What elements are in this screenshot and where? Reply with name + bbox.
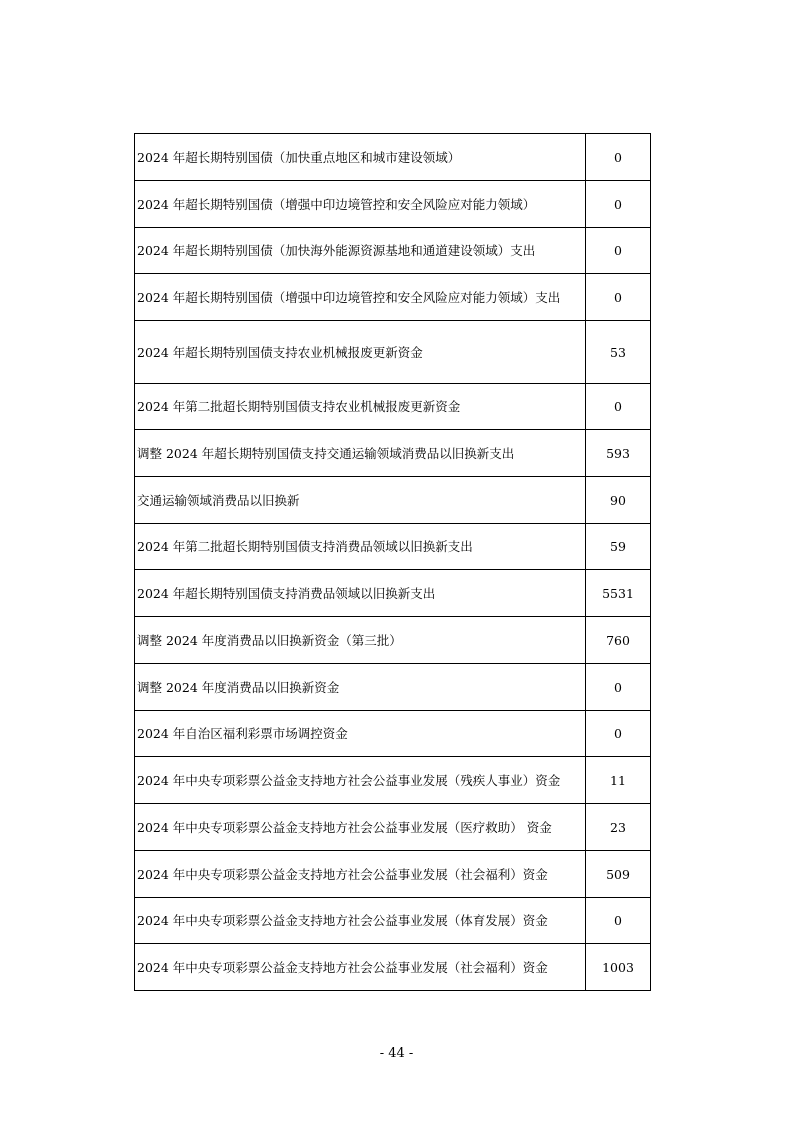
item-name-cell: 2024 年中央专项彩票公益金支持地方社会公益事业发展（残疾人事业）资金 (135, 757, 586, 804)
item-value-cell: 1003 (586, 944, 651, 991)
item-value-cell: 53 (586, 321, 651, 384)
table-row (135, 711, 651, 757)
item-value-cell: 0 (586, 711, 651, 757)
item-value-cell: 0 (586, 228, 651, 274)
table-row (135, 804, 651, 851)
item-value-cell: 760 (586, 617, 651, 664)
item-value-cell: 11 (586, 757, 651, 804)
item-name-cell: 调整 2024 年度消费品以旧换新资金 (135, 664, 586, 711)
table-row (135, 430, 651, 477)
table-row (135, 274, 651, 321)
item-name-cell: 2024 年超长期特别国债（增强中印边境管控和安全风险应对能力领域）支出 (135, 274, 586, 321)
item-name-cell: 2024 年超长期特别国债支持农业机械报废更新资金 (135, 321, 586, 384)
item-value-cell: 0 (586, 664, 651, 711)
table-row (135, 181, 651, 228)
table-row (135, 944, 651, 991)
item-name-cell: 交通运输领域消费品以旧换新 (135, 477, 586, 524)
page-number: - 44 - (379, 1046, 414, 1061)
budget-table-body (135, 134, 651, 991)
table-row (135, 664, 651, 711)
item-value-cell: 59 (586, 524, 651, 570)
table-row (135, 321, 651, 384)
item-name-cell: 2024 年中央专项彩票公益金支持地方社会公益事业发展（体育发展）资金 (135, 898, 586, 944)
item-value-cell: 0 (586, 274, 651, 321)
table-row (135, 477, 651, 524)
item-name-cell: 2024 年中央专项彩票公益金支持地方社会公益事业发展（医疗救助） 资金 (135, 804, 586, 851)
item-value-cell: 23 (586, 804, 651, 851)
item-value-cell: 593 (586, 430, 651, 477)
table-row (135, 898, 651, 944)
item-name-cell: 2024 年中央专项彩票公益金支持地方社会公益事业发展（社会福利）资金 (135, 851, 586, 898)
table-row (135, 524, 651, 570)
table-row (135, 228, 651, 274)
item-name-cell: 2024 年第二批超长期特别国债支持消费品领域以旧换新支出 (135, 524, 586, 570)
item-name-cell: 2024 年超长期特别国债（加快海外能源资源基地和通道建设领域）支出 (135, 228, 586, 274)
item-value-cell: 0 (586, 384, 651, 430)
item-name-cell: 2024 年自治区福利彩票市场调控资金 (135, 711, 586, 757)
item-value-cell: 90 (586, 477, 651, 524)
table-row (135, 851, 651, 898)
table-row (135, 757, 651, 804)
item-name-cell: 调整 2024 年度消费品以旧换新资金（第三批） (135, 617, 586, 664)
item-value-cell: 0 (586, 181, 651, 228)
item-name-cell: 2024 年超长期特别国债支持消费品领域以旧换新支出 (135, 570, 586, 617)
item-value-cell: 0 (586, 898, 651, 944)
item-value-cell: 509 (586, 851, 651, 898)
item-name-cell: 2024 年超长期特别国债（加快重点地区和城市建设领域） (135, 134, 586, 181)
table-row (135, 570, 651, 617)
item-name-cell: 2024 年第二批超长期特别国债支持农业机械报废更新资金 (135, 384, 586, 430)
table-row (135, 134, 651, 181)
table-row (135, 384, 651, 430)
item-value-cell: 5531 (586, 570, 651, 617)
item-value-cell: 0 (586, 134, 651, 181)
table-row (135, 617, 651, 664)
item-name-cell: 调整 2024 年超长期特别国债支持交通运输领域消费品以旧换新支出 (135, 430, 586, 477)
item-name-cell: 2024 年超长期特别国债（增强中印边境管控和安全风险应对能力领域） (135, 181, 586, 228)
budget-table (134, 133, 651, 991)
item-name-cell: 2024 年中央专项彩票公益金支持地方社会公益事业发展（社会福利）资金 (135, 944, 586, 991)
